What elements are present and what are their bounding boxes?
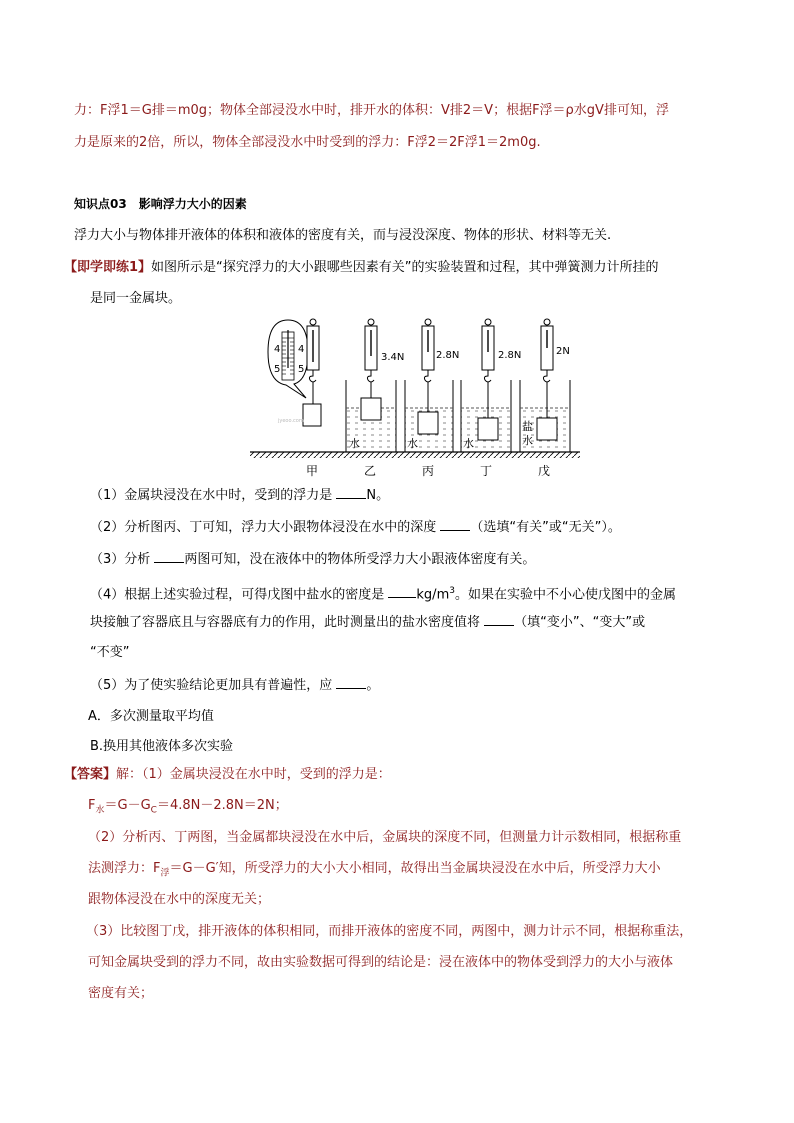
reading-bing: 2.8N: [436, 350, 460, 361]
scale-label-4-left: 4: [274, 344, 281, 355]
exercise-stem-2: 是同一金属块。: [90, 291, 182, 306]
exercise-stem-text: 如图所示是“探究浮力的大小跟哪些因素有关”的实验装置和过程，其中弹簧测力计所挂的: [151, 260, 659, 275]
question-4-text: （4）根据上述实验过程，可得戊图中盐水的密度是: [90, 587, 389, 603]
container-bing: [405, 319, 459, 452]
exercise-tag: 【即学即练1】: [64, 260, 152, 275]
reading-ding: 2.8N: [498, 350, 522, 361]
liquid-label-bing: 水: [407, 437, 418, 450]
intro-line-1: 力：F浮1＝G排＝m0g；物体全部浸没水中时，排开水的体积：V排2＝V；根据F浮＝ρ水gV排可知，浮: [74, 103, 669, 118]
figure-label-ding: 丁: [480, 464, 493, 478]
question-4-line-2: [90, 612, 645, 633]
formula-result: ＝4.8N－2.8N＝2N；: [156, 798, 288, 813]
experiment-figure: [250, 312, 580, 482]
answer-3-line-1: （3）比较图丁戊，排开液体的体积相同，而排开液体的密度不同，两图中，测力计示不同，根据称重法，: [86, 924, 693, 939]
question-5-text: （5）为了使实验结论更加具有普遍性，应: [90, 678, 337, 693]
question-3-rest: 两图可知，没在液体中的物体所受浮力大小跟液体密度有关。: [184, 552, 536, 567]
liquid-label-wu-2: 水: [522, 434, 533, 447]
figure-label-bing: 丙: [422, 464, 435, 478]
liquid-label-wu-1: 盐: [522, 420, 533, 433]
question-1-text: （1）金属块浸没在水中时，受到的浮力是: [90, 488, 337, 503]
answer-3-line-2: 可知金属块受到的浮力不同，故由实验数据可得到的结论是：浸在液体中的物体受到浮力的大小与液体: [88, 955, 674, 970]
answer-2-line-3: 跟物体浸没在水中的深度无关；: [88, 892, 271, 907]
question-3: [90, 549, 535, 570]
reading-yi: 3.4N: [381, 352, 405, 363]
ground: [250, 452, 580, 458]
formula-sub-c: C: [150, 805, 157, 816]
question-5: [90, 675, 379, 696]
answer-3-line-3: 密度有关；: [88, 986, 154, 1001]
scale-label-5-right: 5: [298, 364, 305, 375]
option-a[interactable]: A．多次测量取平均值: [88, 709, 214, 724]
question-4-hint: （填“变小”、“变大”或: [514, 615, 646, 630]
question-1-unit: N。: [366, 488, 390, 503]
question-3-text: （3）分析: [90, 552, 155, 567]
section-text: 浮力大小与物体排开液体的体积和液体的密度有关，而与浸没深度、物体的形状、材料等无关.: [74, 228, 612, 243]
container-yi: [346, 319, 404, 452]
intro-line-2: 力是原来的2倍，所以，物体全部浸没水中时受到的浮力：F浮2＝2F浮1＝2m0g.: [74, 135, 541, 150]
answer-2-line-1: （2）分析丙、丁两图，当金属都块浸没在水中后，金属块的深度不同，但测量力计示数相同，根据称重: [88, 830, 682, 845]
question-4-text-2: 。如果在实验中不小心使戊图中的金属: [454, 587, 676, 603]
answer-2-pre: 法测浮力：F: [88, 861, 161, 876]
answer-2-sub: 浮: [160, 868, 170, 879]
answer-tag: 【答案】: [64, 767, 117, 782]
container-wu: [520, 319, 570, 452]
liquid-label-yi: 水: [349, 437, 360, 450]
scale-label-5-left: 5: [274, 364, 281, 375]
question-4-unit-sup: 3: [449, 586, 455, 596]
section-heading: 知识点03 影响浮力大小的因素: [74, 197, 247, 211]
answer-2-line-2: [88, 859, 661, 884]
answer-formula-1: [88, 796, 288, 821]
figure-label-wu: 戊: [538, 464, 551, 478]
exercise-stem-1: [64, 258, 659, 278]
question-1-blank[interactable]: [336, 485, 366, 499]
question-2-hint: （选填“有关”或“无关”）。: [470, 520, 621, 535]
question-5-blank[interactable]: [336, 675, 366, 689]
liquid-label-ding: 水: [463, 437, 474, 450]
question-4-blank-change[interactable]: [484, 612, 514, 626]
formula-sub-water: 水: [95, 805, 105, 816]
option-b[interactable]: B.换用其他液体多次实验: [90, 739, 234, 754]
answer-line-1: [64, 765, 391, 785]
answer-2-post: ＝G－G′知，所受浮力的大小大小相同，故得出当金属块浸没在水中后，所受浮力大小: [169, 861, 661, 876]
reading-wu: 2N: [556, 346, 570, 357]
question-4-text-3: 块接触了容器底且与容器底有力的作用，此时测量出的盐水密度值将: [90, 615, 485, 630]
svg-text:jyeoo.com: jyeoo.com: [278, 418, 304, 424]
figure-label-yi: 乙: [364, 464, 377, 478]
question-2-blank[interactable]: [440, 517, 470, 531]
answer-1-text: 解：（1）金属块浸没在水中时，受到的浮力是：: [116, 767, 391, 782]
question-1: [90, 485, 389, 506]
question-4-line-1: [90, 581, 676, 605]
scale-label-4-right: 4: [298, 344, 305, 355]
question-5-end: 。: [366, 678, 380, 693]
question-4-line-3: “不变”: [90, 645, 130, 660]
question-2: [90, 517, 621, 538]
question-2-text: （2）分析图丙、丁可知，浮力大小跟物体浸没在水中的深度: [90, 520, 441, 535]
question-4-unit: kg/m: [416, 587, 450, 603]
figure-label-jia: 甲: [306, 464, 319, 478]
question-4-blank-density[interactable]: [388, 584, 416, 598]
scale-magnifier: [268, 320, 308, 398]
formula-mid: ＝G－G: [104, 798, 151, 813]
question-3-blank[interactable]: [154, 549, 184, 563]
container-ding: [461, 319, 521, 452]
formula-f: F: [88, 798, 96, 813]
